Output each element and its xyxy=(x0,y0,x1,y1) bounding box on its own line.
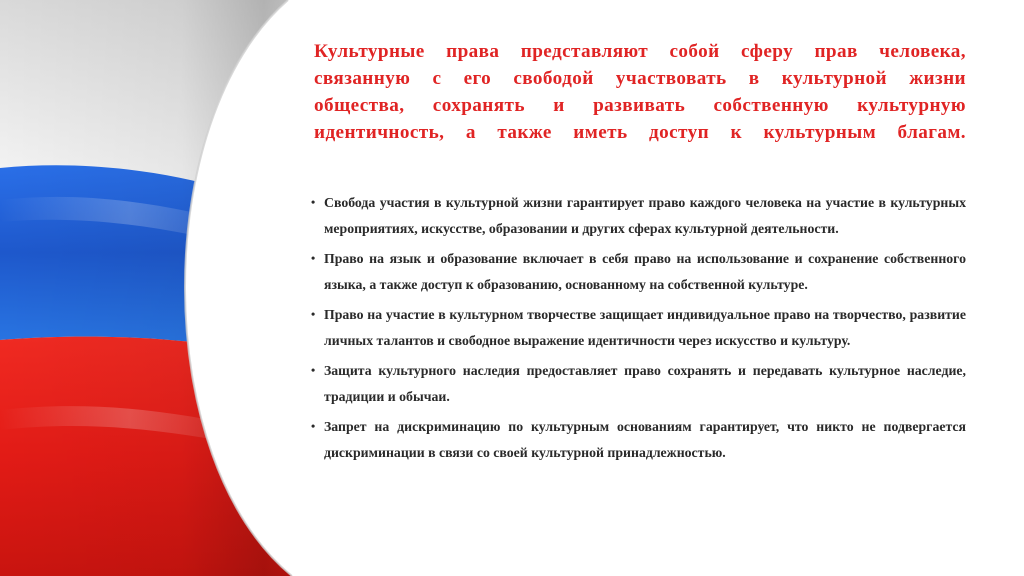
bullet-text: Право на язык и образование включает в себя право на использование и сохранение собственного языка, а также доступ к образованию, основанному на собственной культуре. xyxy=(324,251,966,292)
bullet-item xyxy=(311,246,966,297)
bullet-icon: • xyxy=(311,363,316,377)
bullet-item xyxy=(311,414,966,465)
bullet-icon: • xyxy=(311,419,316,433)
bullet-item xyxy=(311,190,966,241)
bullet-text: Запрет на дискриминацию по культурным основаниям гарантирует, что никто не подвергается дискриминации в связи со своей культурной принадлежностью. xyxy=(324,419,966,460)
bullet-item xyxy=(311,302,966,353)
bullet-icon: • xyxy=(311,251,316,265)
bullet-icon: • xyxy=(311,195,316,209)
slide-content xyxy=(311,38,966,470)
bullet-item xyxy=(311,358,966,409)
bullet-text: Защита культурного наследия предоставляет право сохранять и передавать культурное наследие, традиции и обычаи. xyxy=(324,363,966,404)
bullet-icon: • xyxy=(311,307,316,321)
bullet-list xyxy=(311,190,966,465)
bullet-text: Свобода участия в культурной жизни гарантирует право каждого человека на участие в культурных мероприятиях, искусстве, образовании и других сферах культурной деятельности. xyxy=(324,195,966,236)
slide-heading: Культурные права представляют собой сферу прав человека, связанную с его свободой участвовать в культурной жизни общества, сохранять и развивать собственную культурную идентичность, а также иметь доступ к культурным благам. xyxy=(314,41,966,143)
bullet-text: Право на участие в культурном творчестве защищает индивидуальное право на творчество, развитие личных талантов и свободное выражение идентичности через искусство и культуру. xyxy=(324,307,966,348)
